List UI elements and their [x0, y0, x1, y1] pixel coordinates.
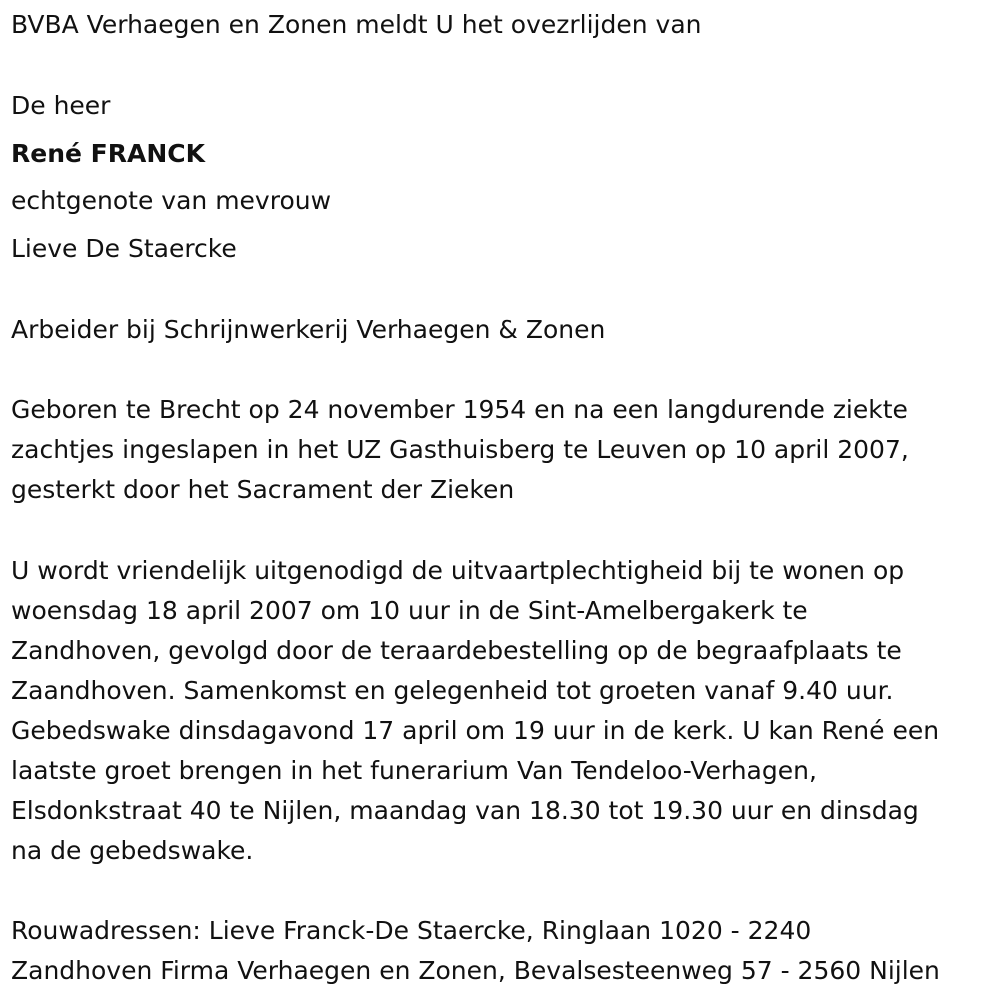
funeral-line: U wordt vriendelijk uitgenodigd de uitvaartplechtigheid bij te wonen op — [11, 556, 905, 585]
funeral-line: na de gebedswake. — [11, 836, 254, 865]
funeral-line: laatste groet brengen in het funerarium Van Tendeloo-Verhagen, — [11, 756, 817, 785]
intro-line: BVBA Verhaegen en Zonen meldt U het ovezrlijden van — [11, 10, 702, 39]
birth-death-line: zachtjes ingeslapen in het UZ Gasthuisberg te Leuven op 10 april 2007, — [11, 435, 909, 464]
spouse-name: Lieve De Staercke — [11, 234, 237, 263]
funeral-line: Zandhoven, gevolgd door de teraardebestelling op de begraafplaats te — [11, 636, 902, 665]
birth-death-line: gesterkt door het Sacrament der Zieken — [11, 475, 515, 504]
funeral-line: Zaandhoven. Samenkomst en gelegenheid tot groeten vanaf 9.40 uur. — [11, 676, 894, 705]
deceased-name: René FRANCK — [11, 139, 205, 168]
address-line: Zandhoven Firma Verhaegen en Zonen, Bevalsesteenweg 57 - 2560 Nijlen — [11, 956, 940, 985]
address-line: Rouwadressen: Lieve Franck-De Staercke, Ringlaan 1020 - 2240 — [11, 916, 812, 945]
spouse-intro: echtgenote van mevrouw — [11, 186, 332, 215]
salutation: De heer — [11, 91, 111, 120]
funeral-line: Gebedswake dinsdagavond 17 april om 19 uur in de kerk. U kan René een — [11, 716, 940, 745]
birth-death-line: Geboren te Brecht op 24 november 1954 en na een langdurende ziekte — [11, 395, 908, 424]
funeral-line: Elsdonkstraat 40 te Nijlen, maandag van 18.30 tot 19.30 uur en dinsdag — [11, 796, 919, 825]
funeral-line: woensdag 18 april 2007 om 10 uur in de Sint-Amelbergakerk te — [11, 596, 808, 625]
occupation: Arbeider bij Schrijnwerkerij Verhaegen & Zonen — [11, 315, 606, 344]
